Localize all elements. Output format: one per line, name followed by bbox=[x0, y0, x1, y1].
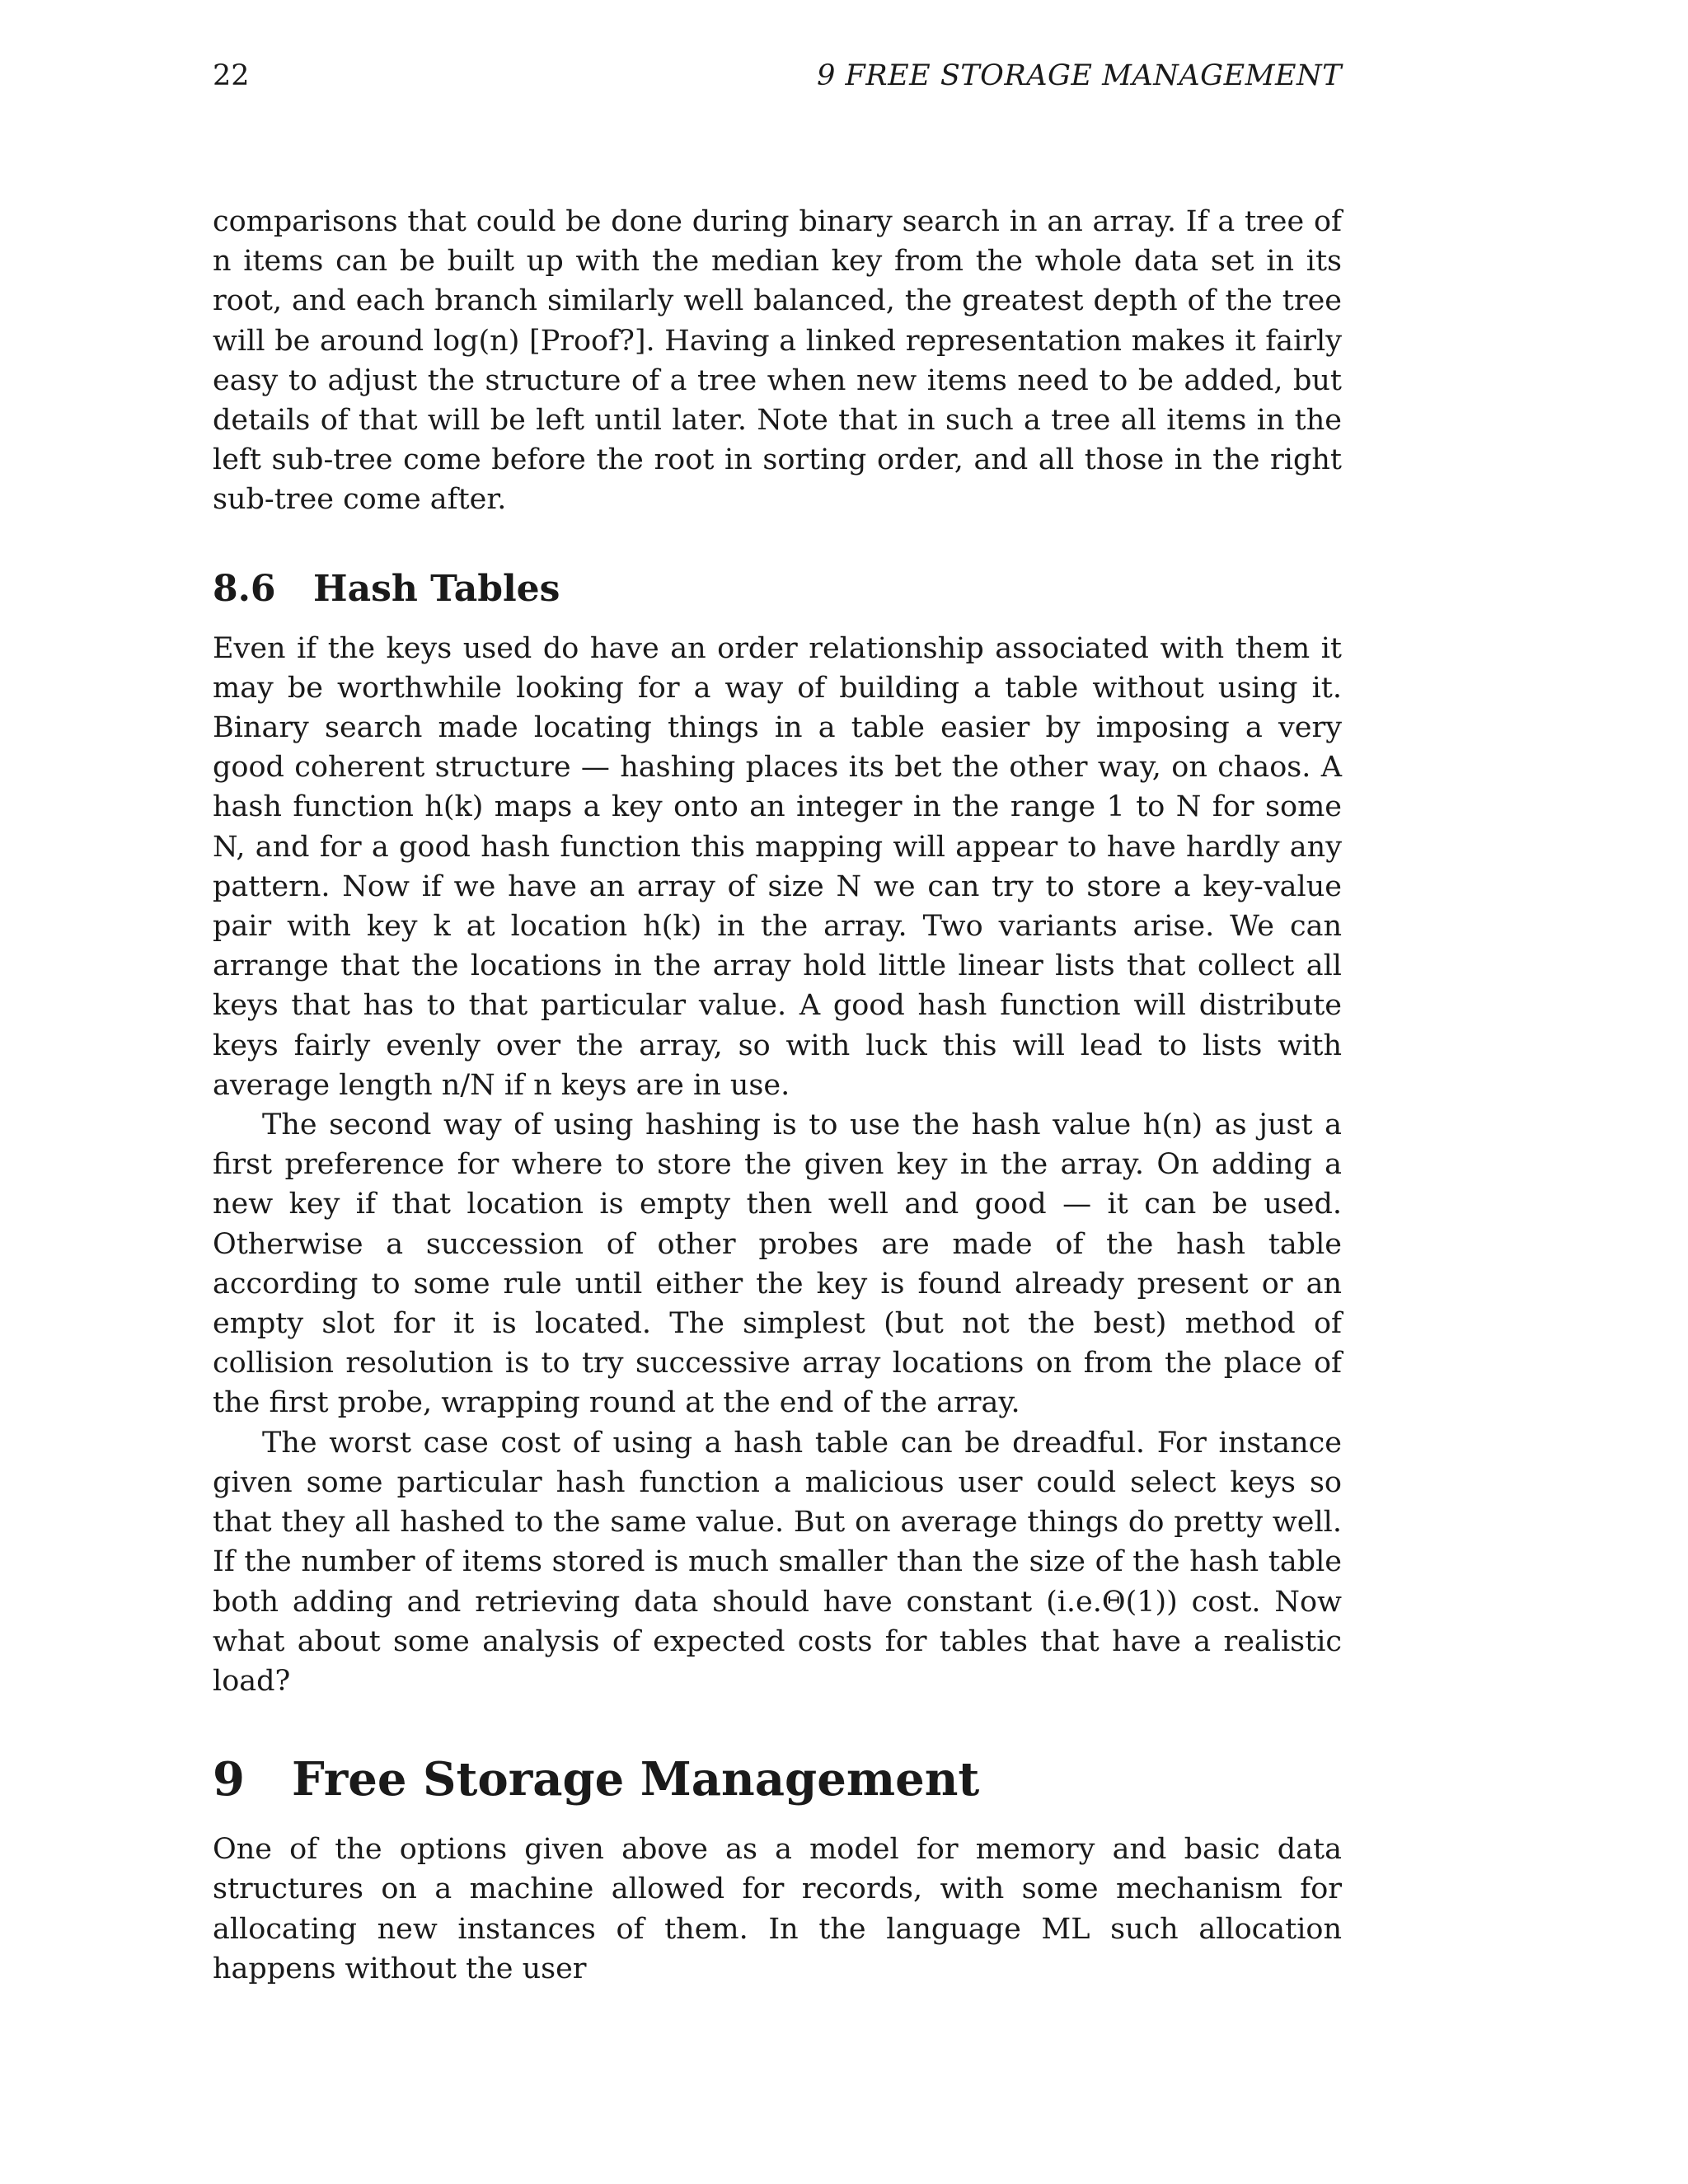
running-title: 9 FREE STORAGE MANAGEMENT bbox=[817, 59, 1342, 92]
section-heading-hash-tables bbox=[213, 566, 1342, 612]
chapter-number: 9 bbox=[213, 1752, 245, 1807]
paragraph-hashing-intro: Even if the keys used do have an order relationship associated with them it may be worthwhile looking for a way of building a table without using it. Binary search made locating things in a table easier by imposing a very good coherent structure — hashing places its bet the other way, on chaos. A hash function h(k) maps a key onto an integer in the range 1 to N for some N, and for a good hash function this mapping will appear to have hardly any pattern. Now if we have an array of size N we can try to store a key-value pair with key k at location h(k) in the array. Two variants arise. We can arrange that the locations in the array hold little linear lists that collect all keys that has to that particular value. A good hash function will distribute keys fairly evenly over the array, so with luck this will lead to lists with average length n/N if n keys are in use. bbox=[213, 631, 1342, 1102]
section-title: Hash Tables bbox=[313, 567, 560, 610]
chapter-heading-free-storage bbox=[213, 1750, 1342, 1808]
paragraph-open-addressing: The second way of using hashing is to use the hash value h(n) as just a first preference for where to store the given key in the array. On adding a new key if that location is empty then well and good — it can be used. Otherwise a succession of other probes are made of the hash table according to some rule until either the key is found already present or an empty slot for it is located. The simplest (but not the best) method of collision resolution is to try successive array locations on from the place of the first probe, wrapping round at the end of the array. bbox=[213, 1108, 1342, 1420]
running-header bbox=[213, 58, 1342, 107]
paragraph-binary-tree: comparisons that could be done during binary search in an array. If a tree of n items can be built up with the median key from the whole data set in its root, and each branch similarly well balanced, the greatest depth of the tree will be around log(n) [Proof?]. Having a linked representation makes it fairly easy to adjust the structure of a tree when new items need to be added, but details of that will be left until later. Note that in such a tree all items in the left sub-tree come before the root in sorting order, and all those in the right sub-tree come after. bbox=[213, 205, 1342, 517]
page-number: 22 bbox=[213, 59, 250, 92]
chapter-title: Free Storage Management bbox=[292, 1752, 980, 1807]
paragraph-worst-case: The worst case cost of using a hash table can be dreadful. For instance given some particular hash function a malicious user could select keys so that they all hashed to the same value. But on average things do pretty well. If the number of items stored is much smaller than the size of the hash table both adding and retrieving data should have constant (i.e.Θ(1)) cost. Now what about some analysis of expected costs for tables that have a realistic load? bbox=[213, 1426, 1342, 1698]
section-number: 8.6 bbox=[213, 567, 276, 610]
document-page bbox=[213, 58, 1342, 1989]
paragraph-free-storage-intro: One of the options given above as a model for memory and basic data structures on a machine allowed for records, with some mechanism for allocating new instances of them. In the language ML such allocation happens without the user bbox=[213, 1833, 1342, 1985]
